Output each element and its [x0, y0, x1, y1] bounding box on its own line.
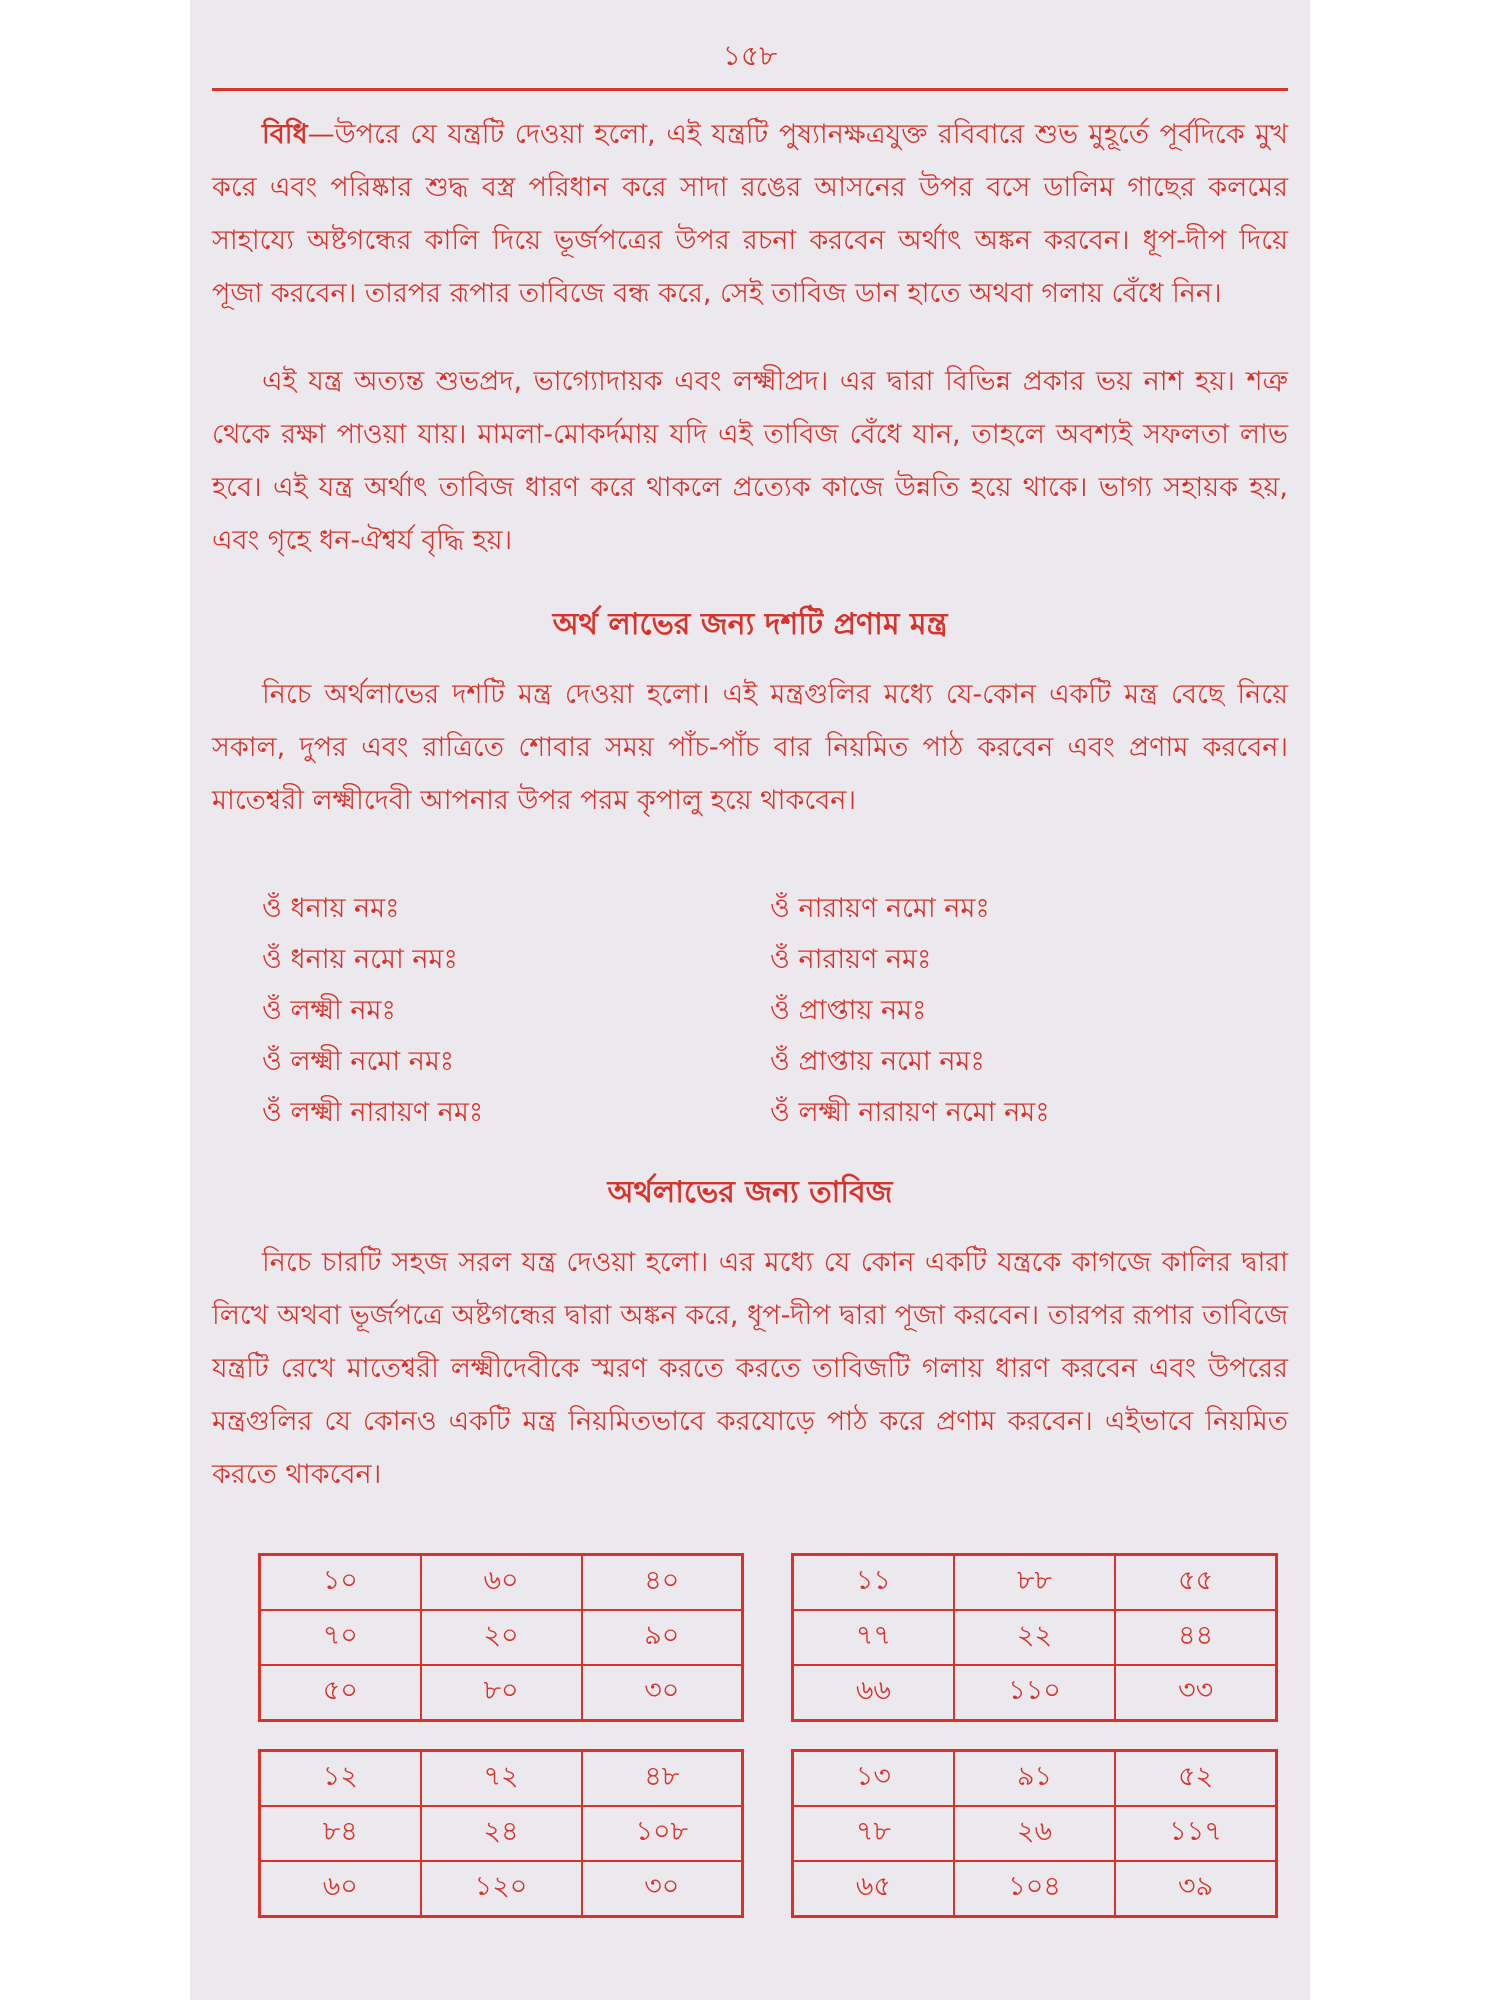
- yantra-cell: ১১০: [954, 1665, 1115, 1721]
- yantra-cell: ৭২: [421, 1751, 582, 1807]
- mantra-item: ওঁ ধনায় নমঃ: [262, 893, 400, 924]
- method-text: —উপরে যে যন্ত্রটি দেওয়া হলো, এই যন্ত্রটি পুষ্যানক্ষত্রযুক্ত রবিবারে শুভ মুহূর্তে পূর্বদিকে মুখ করে এবং পরিষ্কার শুদ্ধ বস্ত্র পরিধান করে সাদা রঙের আসনের উপর বসে ডালিম গাছের কলমের সাহায্যে অষ্টগন্ধের কালি দিয়ে ভূর্জপত্রের উপর রচনা করবেন অর্থাৎ অঙ্কন করবেন। ধূপ-দীপ দিয়ে পূজা করবেন। তারপর রূপার তাবিজে বন্ধ করে, সেই তাবিজ ডান হাতে অথবা গলায় বেঁধে নিন।: [212, 119, 1288, 309]
- mantra-item: ওঁ প্রাপ্তায় নমঃ: [770, 995, 927, 1026]
- yantra-cell: ৩০: [582, 1861, 743, 1917]
- yantra-cell: ১০৪: [954, 1861, 1115, 1917]
- yantra-cell: ২২: [954, 1610, 1115, 1665]
- yantra-row: [793, 1806, 1277, 1861]
- book-page: [190, 0, 1310, 2000]
- yantra-row: [793, 1665, 1277, 1721]
- yantra-cell: ৮০: [421, 1665, 582, 1721]
- header-rule: [212, 88, 1288, 91]
- yantra-cell: ৬৫: [793, 1861, 954, 1917]
- yantra-cell: ২০: [421, 1610, 582, 1665]
- yantra-cell: ৩০: [582, 1665, 743, 1721]
- yantra-row: [793, 1861, 1277, 1917]
- yantra-cell: ৭৭: [793, 1610, 954, 1665]
- yantra-row: [260, 1610, 743, 1665]
- yantra-cell: ৬০: [260, 1861, 421, 1917]
- yantra-row: [793, 1610, 1277, 1665]
- yantra-cell: ২৬: [954, 1806, 1115, 1861]
- paragraph-talisman-instructions: নিচে চারটি সহজ সরল যন্ত্র দেওয়া হলো। এর মধ্যে যে কোন একটি যন্ত্রকে কাগজে কালির দ্বারা লিখে অথবা ভূর্জপত্রে অষ্টগন্ধের দ্বারা অঙ্কন করে, ধূপ-দীপ দ্বারা পূজা করবেন। তারপর রূপার তাবিজে যন্ত্রটি রেখে মাতেশ্বরী লক্ষ্মীদেবীকে স্মরণ করতে করতে তাবিজটি গলায় ধারণ করবেন এবং উপরের মন্ত্রগুলির যে কোনও একটি মন্ত্র নিয়মিতভাবে করযোড়ে পাঠ করে প্রণাম করবেন। এইভাবে নিয়মিত করতে থাকবেন।: [212, 1247, 1288, 1490]
- yantra-cell: ৫৫: [1115, 1555, 1276, 1611]
- yantra-cell: ৩৩: [1115, 1665, 1276, 1721]
- yantra-cell: ৪৪: [1115, 1610, 1276, 1665]
- yantra-cell: ৯১: [954, 1751, 1115, 1807]
- yantra-row: [260, 1861, 743, 1917]
- yantra-cell: ৪০: [582, 1555, 743, 1611]
- mantra-item: ওঁ লক্ষ্মী নারায়ণ নমঃ: [262, 1097, 484, 1128]
- mantra-item: ওঁ লক্ষ্মী নারায়ণ নমো নমঃ: [770, 1097, 1050, 1128]
- paragraph-method: [212, 108, 1288, 320]
- yantra-cell: ৭৮: [793, 1806, 954, 1861]
- yantra-cell: ৫০: [260, 1665, 421, 1721]
- paragraph-mantra-instructions: নিচে অর্থলাভের দশটি মন্ত্র দেওয়া হলো। এই মন্ত্রগুলির মধ্যে যে-কোন একটি মন্ত্র বেছে নিয়ে সকাল, দুপর এবং রাত্রিতে শোবার সময় পাঁচ-পাঁচ বার নিয়মিত পাঠ করবেন এবং প্রণাম করবেন। মাতেশ্বরী লক্ষ্মীদেবী আপনার উপর পরম কৃপালু হয়ে থাকবেন।: [212, 679, 1288, 816]
- yantra-row: [260, 1806, 743, 1861]
- method-lead: বিধি: [262, 119, 308, 150]
- yantra-cell: ৩৯: [1115, 1861, 1276, 1917]
- yantra-row: [793, 1555, 1277, 1611]
- yantra-cell: ১১: [793, 1555, 954, 1611]
- yantra-cell: ৯০: [582, 1610, 743, 1665]
- yantra-table-2: [791, 1553, 1278, 1722]
- mantra-item: ওঁ প্রাপ্তায় নমো নমঃ: [770, 1046, 985, 1077]
- yantra-cell: ৪৮: [582, 1751, 743, 1807]
- mantra-item: ওঁ লক্ষ্মী নমঃ: [262, 995, 396, 1026]
- page-number: ১৫৮: [722, 39, 778, 72]
- yantra-cell: ৬৬: [793, 1665, 954, 1721]
- mantra-item: ওঁ লক্ষ্মী নমো নমঃ: [262, 1046, 455, 1077]
- yantra-row: [793, 1751, 1277, 1807]
- heading-ten-mantras: অর্থ লাভের জন্য দশটি প্রণাম মন্ত্র: [552, 607, 948, 642]
- yantra-cell: ১৩: [793, 1751, 954, 1807]
- yantra-cell: ৭০: [260, 1610, 421, 1665]
- yantra-cell: ১০: [260, 1555, 421, 1611]
- mantra-item: ওঁ ধনায় নমো নমঃ: [262, 944, 458, 975]
- paragraph-benefits: এই যন্ত্র অত্যন্ত শুভপ্রদ, ভাগ্যোদায়ক এবং লক্ষ্মীপ্রদ। এর দ্বারা বিভিন্ন প্রকার ভয় নাশ হয়। শত্রু থেকে রক্ষা পাওয়া যায়। মামলা-মোকর্দমায় যদি এই তাবিজ বেঁধে যান, তাহলে অবশ্যই সফলতা লাভ হবে। এই যন্ত্র অর্থাৎ তাবিজ ধারণ করে থাকলে প্রত্যেক কাজে উন্নতি হয়ে থাকে। ভাগ্য সহায়ক হয়, এবং গৃহে ধন-ঐশ্বর্য বৃদ্ধি হয়।: [212, 366, 1288, 556]
- yantra-row: [260, 1665, 743, 1721]
- yantra-cell: ২৪: [421, 1806, 582, 1861]
- mantra-item: ওঁ নারায়ণ নমো নমঃ: [770, 893, 990, 924]
- yantra-table-3: [258, 1749, 744, 1918]
- yantra-row: [260, 1751, 743, 1807]
- mantra-item: ওঁ নারায়ণ নমঃ: [770, 944, 932, 975]
- heading-talisman: অর্থলাভের জন্য তাবিজ: [607, 1175, 893, 1210]
- yantra-cell: ৮৪: [260, 1806, 421, 1861]
- yantra-table-1: [258, 1553, 744, 1722]
- yantra-table-4: [791, 1749, 1278, 1918]
- yantra-cell: ৬০: [421, 1555, 582, 1611]
- yantra-cell: ১২: [260, 1751, 421, 1807]
- yantra-cell: ১০৮: [582, 1806, 743, 1861]
- yantra-cell: ১১৭: [1115, 1806, 1276, 1861]
- yantra-cell: ১২০: [421, 1861, 582, 1917]
- yantra-cell: ৫২: [1115, 1751, 1276, 1807]
- yantra-cell: ৮৮: [954, 1555, 1115, 1611]
- yantra-row: [260, 1555, 743, 1611]
